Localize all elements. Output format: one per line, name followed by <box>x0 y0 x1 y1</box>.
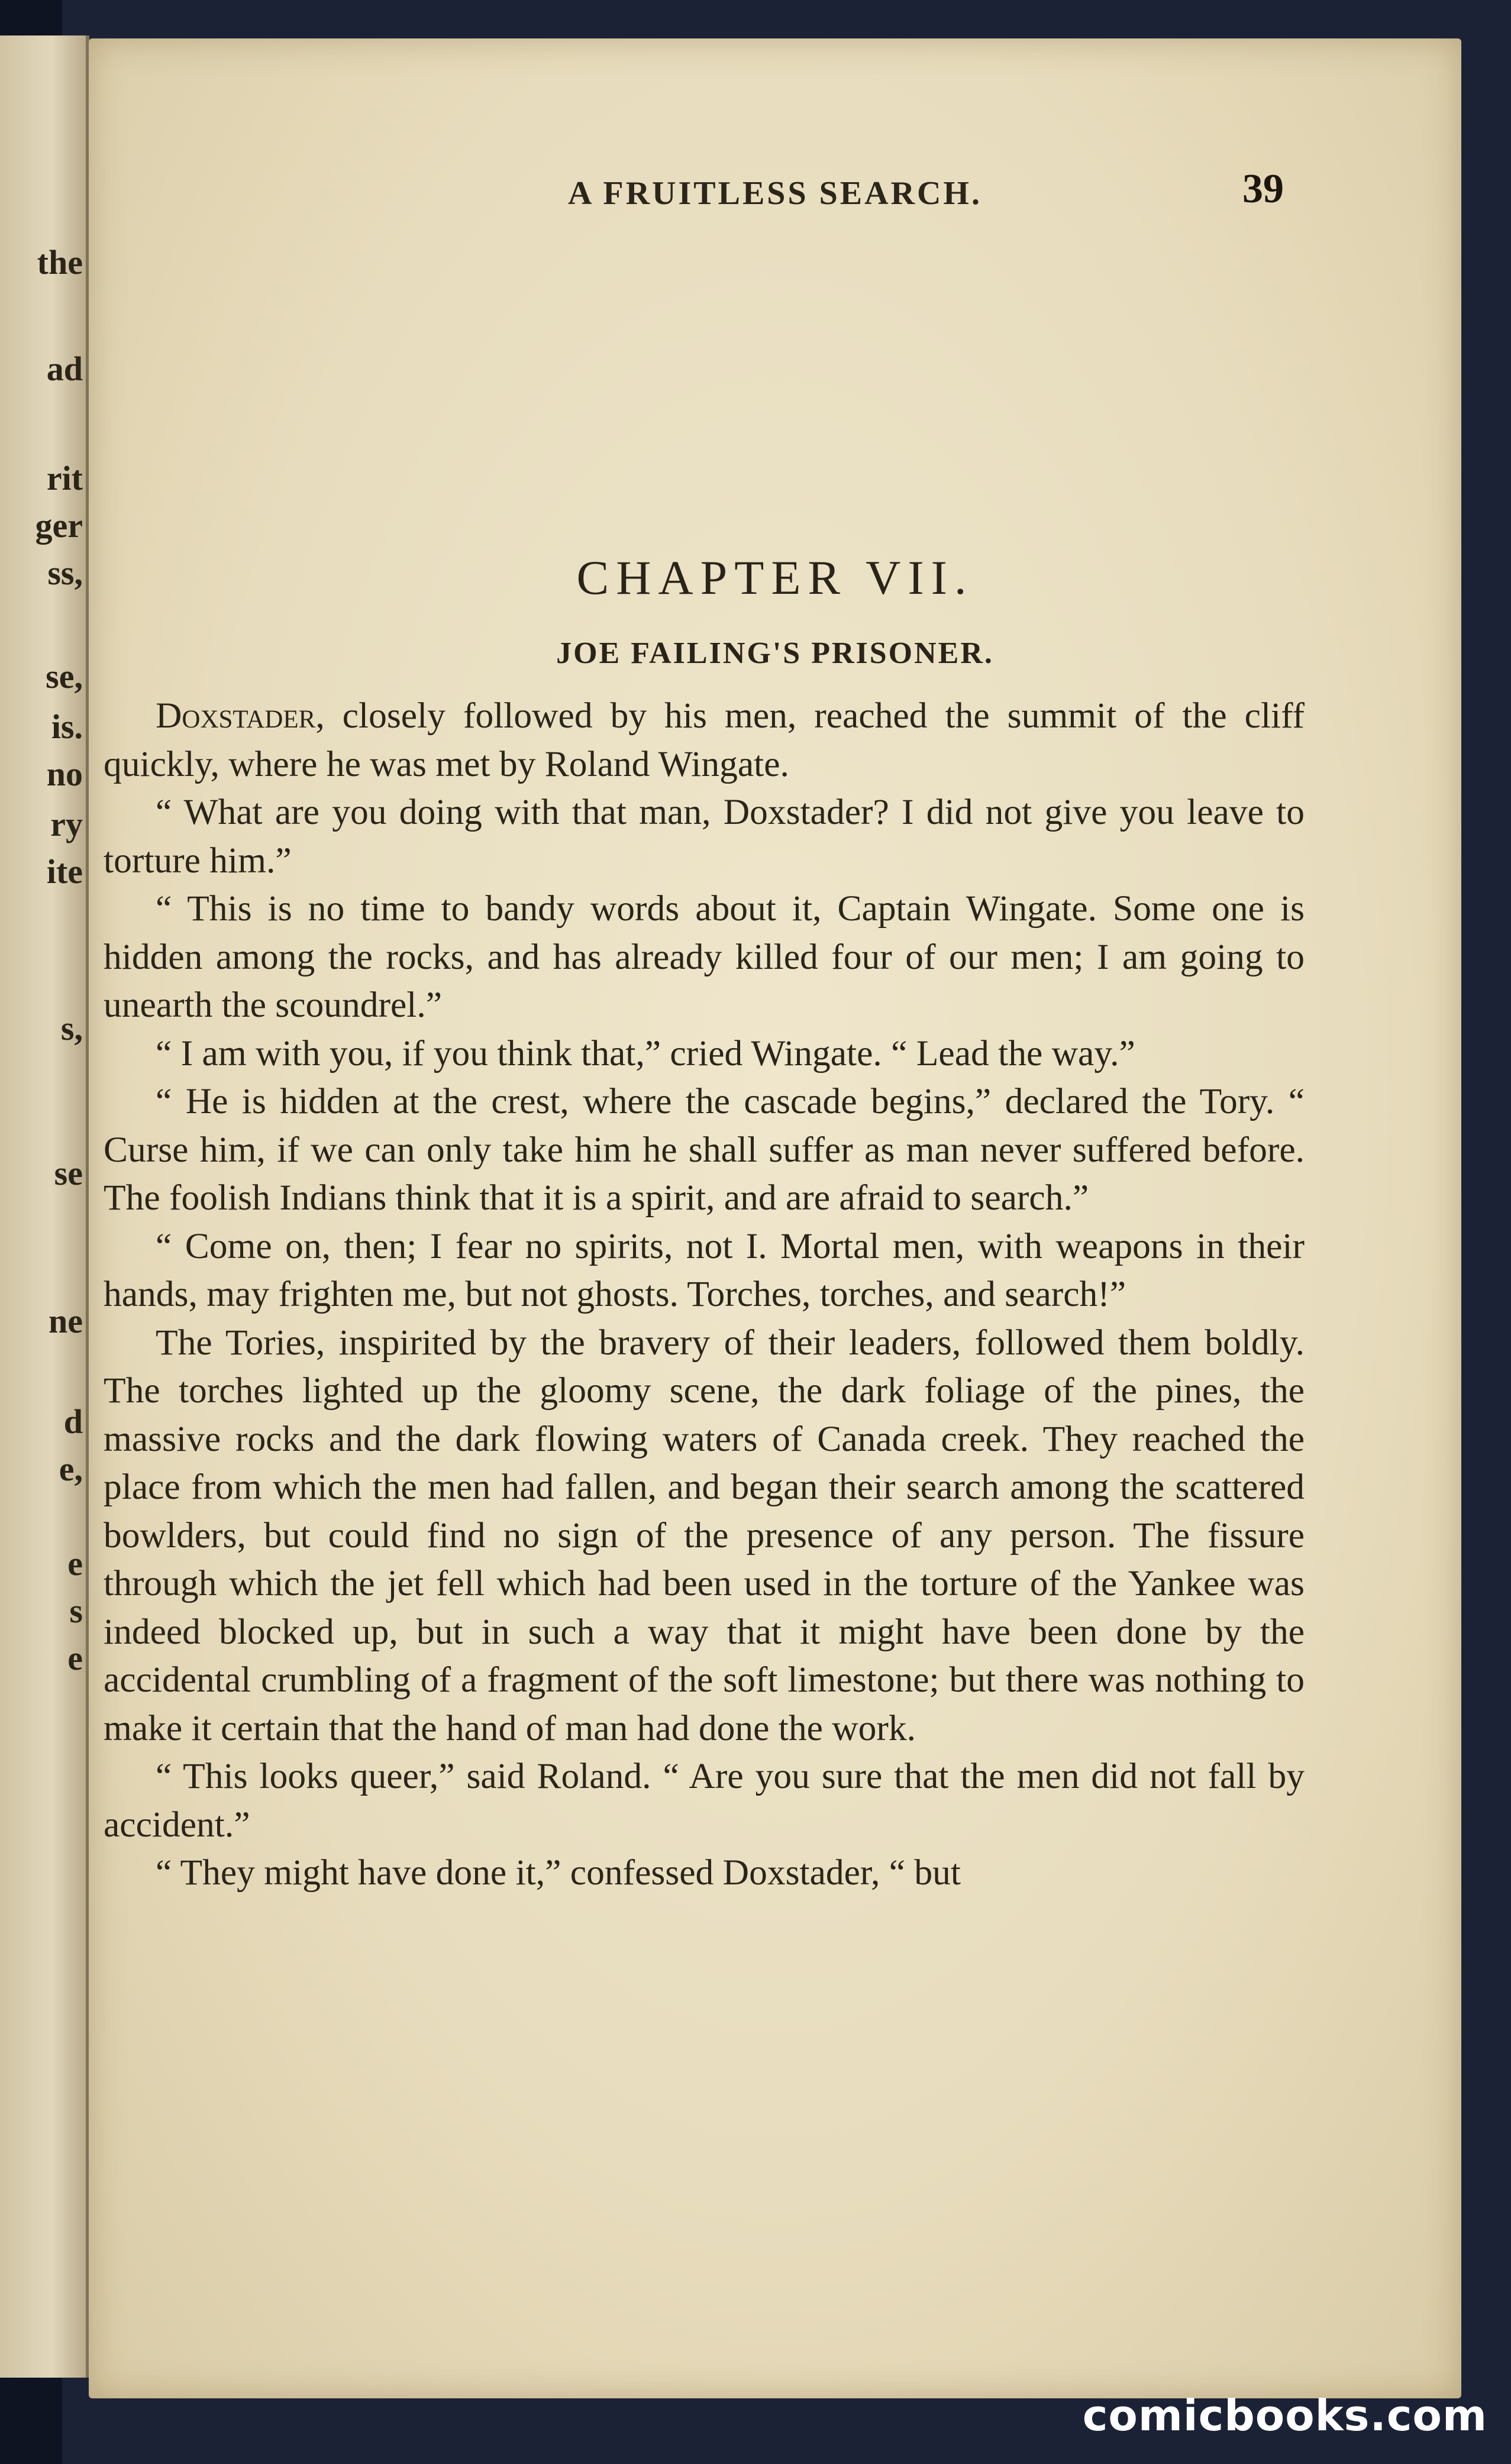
left-page-fragment: ite <box>46 852 83 891</box>
watermark: comicbooks.com <box>1082 2391 1487 2440</box>
paragraph: “ I am with you, if you think that,” cried Wingate. “ Lead the way.” <box>156 1033 1135 1073</box>
left-page-fragment: the <box>37 243 83 282</box>
left-page-fragment: ger <box>35 506 83 545</box>
paragraph: “ He is hidden at the crest, where the cascade begins,” declared the Tory. “ Curse him, if we can only take him he shall suffer as man never suffered before. The foolish Indians think that it is a spirit, and are afraid to search.” <box>104 1081 1305 1218</box>
left-page-fragment: s <box>69 1592 83 1630</box>
left-page-fragment: rit <box>46 459 83 497</box>
left-page-fragment: ry <box>50 805 83 843</box>
paragraph: “ This looks queer,” said Roland. “ Are you sure that the men did not fall by accident.” <box>104 1756 1305 1845</box>
left-page-fragment: e <box>67 1544 83 1583</box>
left-page-edge <box>0 35 89 2378</box>
paragraph: Doxstader, closely followed by his men, reached the summit of the cliff quickly, where he was met by Roland Wingate. <box>104 696 1305 784</box>
paragraph: The Tories, inspirited by the bravery of their leaders, followed them boldly. The torches lighted up the gloomy scene, the dark foliage of the pines, the massive rocks and the dark flowing waters of Canada creek. They reached the place from which the men had fallen, and began their search among the scattered bowlders, but could find no sign of the presence of any person. The fissure through which the jet fell which had been used in the torture of the Yankee was indeed blocked up, but in such a way that it might have been done by the accidental crumbling of a fragment of the soft limestone; but there was nothing to make it certain that the hand of man had done the work. <box>104 1322 1305 1748</box>
left-page-fragment: d <box>63 1402 83 1441</box>
left-page-fragment: e, <box>59 1450 83 1488</box>
left-page-fragment: e <box>67 1639 83 1677</box>
chapter-subtitle: JOE FAILING'S PRISONER. <box>556 636 994 670</box>
paragraph-lead: Doxstader <box>156 696 316 736</box>
left-page-fragment: ss, <box>47 554 83 592</box>
chapter-title: CHAPTER VII. <box>576 551 974 604</box>
left-page-fragment: se, <box>46 657 83 696</box>
left-page-fragment: ad <box>46 350 83 388</box>
running-head: A FRUITLESS SEARCH. <box>568 175 982 212</box>
paragraph: “ They might have done it,” confessed Doxstader, “ but <box>156 1852 961 1893</box>
left-page-fragment: ne <box>49 1302 83 1340</box>
page-number: 39 <box>1242 166 1284 212</box>
book-page <box>89 38 1461 2398</box>
paragraph: “ This is no time to bandy words about it, Captain Wingate. Some one is hidden among the rocks, and has already killed four of our men; I am going to unearth the scoundrel.” <box>104 888 1305 1025</box>
paragraph: “ What are you doing with that man, Doxstader? I did not give you leave to torture him.” <box>104 792 1305 881</box>
left-page-fragment: is. <box>51 707 83 746</box>
left-page-fragment: s, <box>60 1009 83 1047</box>
left-page-fragment: no <box>46 755 83 793</box>
paragraph: “ Come on, then; I fear no spirits, not I. Mortal men, with weapons in their hands, may frighten me, but not ghosts. Torches, torches, and search!” <box>104 1225 1305 1314</box>
body-text <box>104 692 1305 1897</box>
left-page-fragment: se <box>54 1154 83 1192</box>
